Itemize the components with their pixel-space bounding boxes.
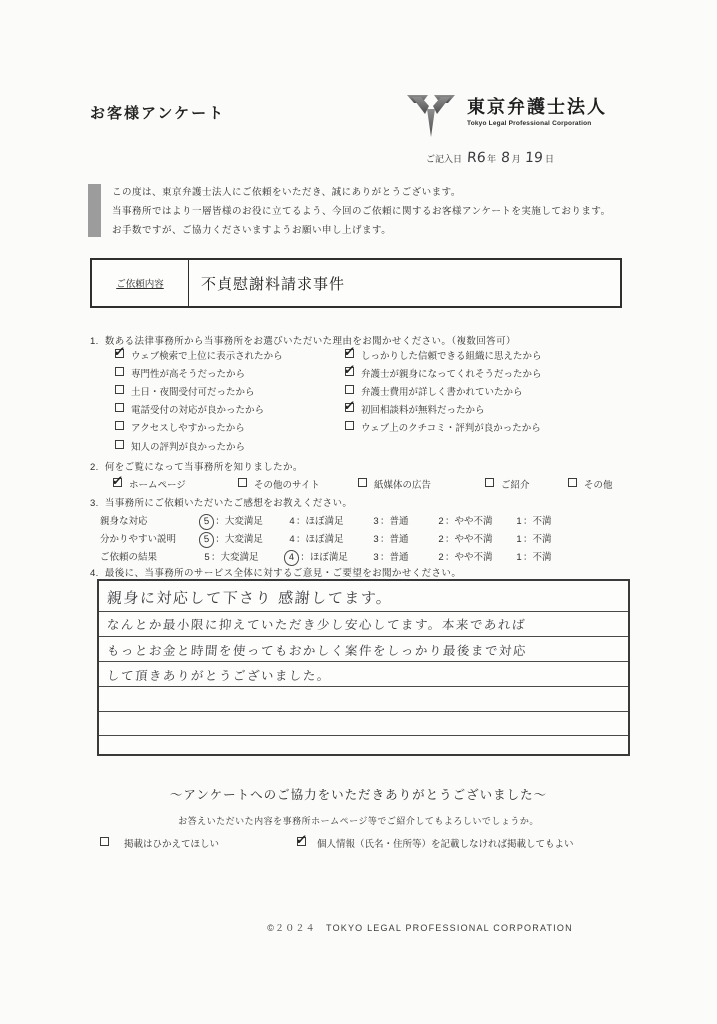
- rating-number[interactable]: 2: [438, 552, 444, 563]
- rating-label: 不満: [532, 552, 552, 563]
- firm-logo-icon: [405, 93, 457, 144]
- ruled-line: [99, 661, 628, 662]
- rating-label: ほぼ満足: [305, 516, 344, 527]
- comment-line: もっとお金と時間を使ってもおかしく案件をしっかり最後まで対応: [106, 643, 528, 658]
- rating-sep: ：: [523, 516, 533, 527]
- q3-rating-option[interactable]: [203, 531, 263, 545]
- rating-sep: ：: [445, 534, 455, 545]
- q3-row-label: ご依頼の結果: [100, 552, 158, 563]
- q1-option-label: ウェブ上のクチコミ・評判が良かったから: [361, 423, 541, 434]
- q3-row-label: 親身な対応: [100, 516, 148, 527]
- checkbox[interactable]: [485, 478, 494, 487]
- rating-sep: ：: [300, 552, 310, 563]
- q1-option-label: ウェブ検索で上位に表示されたから: [131, 351, 283, 362]
- q2-option-label: ご紹介: [501, 480, 530, 491]
- date-label: ご記入日: [426, 154, 463, 164]
- date-month-suffix: 月: [511, 154, 521, 164]
- request-value: 不貞慰謝料請求事件: [201, 275, 346, 293]
- q3-heading: [90, 495, 352, 509]
- intro-paragraph: [112, 183, 611, 240]
- q4-comment-box[interactable]: [97, 579, 630, 756]
- rating-sep: ：: [523, 534, 533, 545]
- rating-sep: ：: [380, 516, 390, 527]
- copyright: ©２０２４ TOKYO LEGAL PROFESSIONAL CORPORATION: [267, 923, 573, 933]
- checkbox[interactable]: [345, 421, 354, 430]
- rating-label: 普通: [389, 516, 409, 527]
- checkbox[interactable]: [297, 837, 306, 846]
- rating-label: やや不満: [454, 534, 493, 545]
- checkbox[interactable]: [345, 367, 354, 376]
- q2-number: 2.: [90, 462, 99, 473]
- rating-sep: ：: [215, 534, 225, 545]
- fill-date-line: [426, 150, 554, 166]
- checkbox[interactable]: [345, 403, 354, 412]
- rating-label: 不満: [532, 516, 552, 527]
- intro-accent-bar: [88, 184, 101, 237]
- q1-option-label: 弁護士が親身になってくれそうだったから: [361, 369, 542, 380]
- q3-number: 3.: [90, 498, 99, 509]
- rating-number[interactable]: 1: [516, 516, 522, 527]
- checkbox[interactable]: [115, 421, 124, 430]
- intro-line: お手数ですが、ご協力くださいますようお願い申し上げます。: [112, 225, 392, 236]
- rating-sep: ：: [296, 516, 306, 527]
- ruled-line: [99, 735, 628, 736]
- rating-number[interactable]: 2: [438, 534, 444, 545]
- intro-line: 当事務所ではより一層皆様のお役に立てるよう、今回のご依頼に関するお客様アンケートを実施しております。: [112, 206, 611, 217]
- date-day-suffix: 日: [544, 154, 554, 164]
- ruled-line: [99, 711, 628, 712]
- q3-rating-option[interactable]: [203, 549, 259, 563]
- q1-option-label: 弁護士費用が詳しく書かれていたから: [361, 387, 523, 398]
- q3-rating-option[interactable]: [372, 549, 409, 563]
- q1-option-label: 知人の評判が良かったから: [131, 442, 246, 453]
- rating-number[interactable]: 1: [516, 534, 522, 545]
- rating-number[interactable]: 5: [198, 513, 215, 530]
- q2-option-label: 紙媒体の広告: [374, 480, 432, 491]
- page-title: お客様アンケート: [90, 105, 226, 122]
- q3-row-label: 分かりやすい説明: [100, 534, 177, 545]
- comment-line: なんとか最小限に抑えていただき少し安心してます。本来であれば: [106, 617, 527, 632]
- rating-number[interactable]: 3: [373, 552, 379, 563]
- rating-number[interactable]: 1: [516, 552, 522, 563]
- q3-rating-option[interactable]: [515, 549, 552, 563]
- q1-option-label: 初回相談料が無料だったから: [361, 405, 485, 416]
- request-value-cell[interactable]: [189, 260, 620, 306]
- checkbox[interactable]: [115, 403, 124, 412]
- q3-heading-text: 当事務所にご依頼いただいたご感想をお教えください。: [104, 498, 353, 509]
- q3-rating-option[interactable]: [372, 531, 409, 545]
- request-content-box: [90, 258, 622, 308]
- comment-line: して頂きありがとうございました。: [106, 668, 332, 683]
- q4-number: 4.: [90, 568, 99, 579]
- checkbox[interactable]: [115, 440, 124, 449]
- checkbox[interactable]: [113, 478, 122, 487]
- date-era-value[interactable]: R6: [465, 150, 486, 166]
- q2-option-label: その他: [584, 480, 613, 491]
- ruled-line: [99, 611, 628, 612]
- checkbox[interactable]: [358, 478, 367, 487]
- logo: [405, 93, 635, 144]
- rating-label: やや不満: [454, 516, 493, 527]
- intro-line: この度は、東京弁護士法人にご依頼をいただき、誠にありがとうございます。: [112, 187, 461, 198]
- rating-label: 普通: [389, 534, 409, 545]
- rating-label: ほぼ満足: [309, 552, 348, 563]
- date-day-value[interactable]: 19: [524, 150, 544, 166]
- q2-option-label: ホームページ: [129, 480, 186, 491]
- checkbox[interactable]: [115, 367, 124, 376]
- rating-label: 普通: [389, 552, 409, 563]
- rating-label: ほぼ満足: [305, 534, 344, 545]
- rating-number[interactable]: 4: [289, 534, 295, 545]
- comment-line: 親身に対応して下さり 感謝してます。: [106, 589, 394, 607]
- rating-number[interactable]: 3: [373, 516, 379, 527]
- q3-rating-option[interactable]: [288, 513, 344, 527]
- q1-option-label: 電話受付の対応が良かったから: [131, 405, 265, 416]
- rating-number[interactable]: 2: [438, 516, 444, 527]
- ruled-line: [99, 686, 628, 687]
- q3-rating-option[interactable]: [437, 513, 493, 527]
- rating-sep: ：: [380, 534, 390, 545]
- q1-heading: [90, 333, 516, 347]
- rating-label: 不満: [532, 534, 552, 545]
- q1-option-label: 土日・夜間受付可だったから: [131, 387, 255, 398]
- q3-rating-option[interactable]: [437, 531, 493, 545]
- publish-question: お答えいただいた内容を事務所ホームページ等でご紹介してもよろしいでしょうか。: [178, 816, 539, 826]
- firm-name-en: Tokyo Legal Professional Corporation: [467, 120, 592, 127]
- publish-option-label: 個人情報（氏名・住所等）を記載しなければ掲載してもよい: [317, 839, 574, 850]
- date-month-value[interactable]: 8: [500, 150, 511, 166]
- q3-rating-option[interactable]: [437, 549, 493, 563]
- rating-number[interactable]: 3: [373, 534, 379, 545]
- rating-number[interactable]: 5: [198, 531, 215, 548]
- rating-number[interactable]: 4: [289, 516, 295, 527]
- rating-number[interactable]: 4: [283, 549, 300, 566]
- rating-label: 大変満足: [224, 516, 263, 527]
- rating-label: 大変満足: [224, 534, 263, 545]
- rating-sep: ：: [380, 552, 390, 563]
- checkbox[interactable]: [115, 385, 124, 394]
- checkbox[interactable]: [568, 478, 577, 487]
- q2-heading: [90, 459, 303, 473]
- checkbox[interactable]: [238, 478, 247, 487]
- q1-option-label: 専門性が高そうだったから: [131, 369, 246, 380]
- firm-name: 東京弁護士法人: [467, 97, 607, 117]
- q3-rating-option[interactable]: [288, 531, 344, 545]
- rating-sep: ：: [296, 534, 306, 545]
- ruled-line: [99, 636, 628, 637]
- q1-option-label: アクセスしやすかったから: [131, 423, 245, 434]
- q1-option-label: しっかりした信頼できる組織に思えたから: [361, 351, 542, 362]
- checkbox[interactable]: [345, 349, 354, 358]
- thanks-message: ～アンケートへのご協力をいただきありがとうございました～: [169, 788, 548, 802]
- q3-rating-option[interactable]: [203, 513, 263, 527]
- rating-sep: ：: [445, 516, 455, 527]
- q3-rating-option[interactable]: [288, 549, 348, 563]
- rating-sep: ：: [211, 552, 221, 563]
- request-label-cell: [92, 260, 189, 306]
- q3-rating-option[interactable]: [515, 531, 552, 545]
- publish-option-label: 掲載はひかえてほしい: [124, 839, 220, 850]
- request-label: ご依頼内容: [116, 279, 164, 290]
- q2-heading-text: 何をご覧になって当事務所を知りましたか。: [104, 462, 303, 473]
- q3-rating-option[interactable]: [515, 513, 552, 527]
- q2-option-label: その他のサイト: [254, 480, 320, 491]
- q1-number: 1.: [90, 336, 99, 347]
- checkbox[interactable]: [345, 385, 354, 394]
- rating-sep: ：: [445, 552, 455, 563]
- rating-number[interactable]: 5: [204, 552, 210, 563]
- checkbox[interactable]: [115, 349, 124, 358]
- q1-heading-text: 数ある法律事務所から当事務所をお選びいただいた理由をお聞かせください。（複数回答可）: [104, 336, 516, 347]
- q4-heading: [90, 565, 461, 579]
- rating-label: やや不満: [454, 552, 493, 563]
- rating-sep: ：: [215, 516, 225, 527]
- rating-sep: ：: [523, 552, 533, 563]
- rating-label: 大変満足: [220, 552, 259, 563]
- q4-heading-text: 最後に、当事務所のサービス全体に対するご意見・ご要望をお聞かせください。: [104, 568, 462, 579]
- q3-rating-option[interactable]: [372, 513, 409, 527]
- date-year-suffix: 年: [487, 154, 497, 164]
- checkbox[interactable]: [100, 837, 109, 846]
